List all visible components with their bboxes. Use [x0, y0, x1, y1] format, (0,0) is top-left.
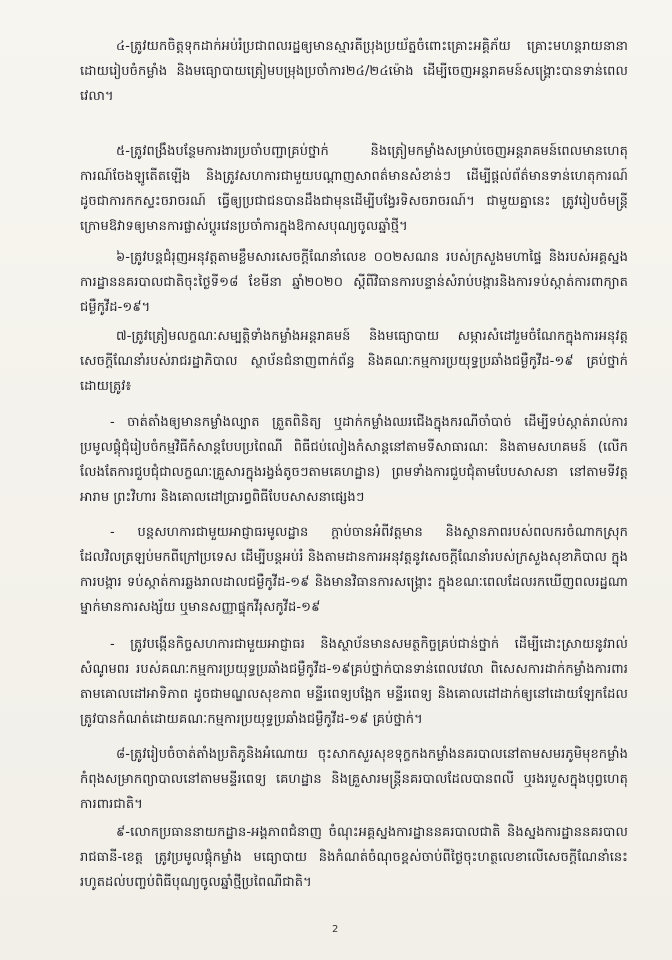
paragraph-8: ៨-ត្រូវរៀបចំចាត់តាំងប្រតិភូនិងអំណោយ ចុះសាកសួរសុខទុក្ខកងកម្លាំងនគរបាលនៅតាមសមរភូមិមុខកម្លាំងកំពុងសម្រាកព្យាបាលនៅតាមមន្ទីរពេទ្យ គេហដ្ឋាន និងគ្រួសារមន្ត្រីនគរបាលដែលបានពលី ឬរងរបួសក្នុងបុព្វហេតុការពារជាតិ។ — [80, 747, 628, 812]
bullet-item-3: - ត្រូវបង្កើនកិច្ចសហការជាមួយអាជ្ញាធរ និងស្ថាប័នមានសមត្ថកិច្ចគ្រប់ជាន់ថ្នាក់ ដើម្បីដោះស្រាយនូវរាល់សំណូមពរ របស់គណៈកម្មការប្រយុទ្ធប្រឆាំងជម្ងឺកូវីដ-១៩គ្រប់ថ្នាក់បានទាន់ពេលវេលា ពិសេសការដាក់កម្លាំងការពារតាមគោលដៅអាទិភាព ដូចជាមណ្ឌលសុខភាព មន្ទីរពេទ្យបង្អែក មន្ទីរពេទ្យ និងគោលដៅដាក់ឲ្យនៅដោយឡែកដែលត្រូវបានកំណត់ដោយគណៈកម្មការប្រយុទ្ធប្រឆាំងជម្ងឺកូវីដ-១៩ គ្រប់ថ្នាក់។ — [80, 637, 628, 727]
bullet-item-1: - ចាត់តាំងឲ្យមានកម្លាំងល្បាត ត្រួតពិនិត្យ ឬដាក់កម្លាំងឈរជើងក្នុងករណីចាំបាច់ ដើម្បីទប់ស្កាត់រាល់ការប្រមូលផ្តុំជុំរៀបចំកម្មវិធីកំសាន្តបែបប្រពៃណី ពិធីជប់លៀងកំសាន្តនៅតាមទីសាធារណៈ និងតាមសហគមន៍ (លើកលែងតែការជួបជុំជាលក្ខណៈគ្រួសារក្នុងរង្វង់តូចៗតាមគេហដ្ឋាន) ព្រមទាំងការជួបជុំតាមបែបសាសនា នៅតាមទីវត្តអារាម ព្រះវិហារ និងគោលដៅប្រារព្ធពិធីបែបសាសនាផ្សេងៗ — [80, 415, 628, 505]
bullet-item-2: - បន្តសហការជាមួយអាជ្ញាធរមូលដ្ឋាន ក្តាប់ចានអំពីវត្តមាន និងស្ថានភាពរបស់ពលករចំណាកស្រុកដែលវិលត្រឡប់មកពីក្រៅប្រទេស ដើម្បីបន្តអប់រំ និងតាមដានការអនុវត្តនូវសេចក្តីណែនាំរបស់ក្រសួងសុខាភិបាល ក្នុងការបង្ការ ទប់ស្កាត់ការឆ្លងរាលដាលជម្ងឺកូវីដ-១៩ និងមានវិធានការសង្គ្រោះ ក្នុងខណៈពេលដែលរកឃើញពលរដ្ឋណាម្នាក់មានការសង្ស័យ ឬមានសញ្ញាផ្ទុកវីរុសកូវីដ-១៩ — [80, 525, 628, 615]
paragraph-4: ៤-ត្រូវយកចិត្តទុកដាក់អប់រំប្រជាពលរដ្ឋឲ្យមានស្មារតីប្រុងប្រយ័ត្នចំពោះគ្រោះអគ្គិភ័យ គ្រោះមហន្តរាយនានា ដោយរៀបចំកម្លាំង និងមធ្យោបាយត្រៀមបម្រុងប្រចាំការ២៤/២៤ម៉ោង ដើម្បីចេញអន្តរាគមន៍សង្គ្រោះបានទាន់ពេលវេលា។ — [80, 39, 628, 104]
page-number: 2 — [332, 924, 339, 935]
paragraph-5: ៥-ត្រូវពង្រឹងបន្ថែមការងារប្រចាំបញ្ជាគ្រប់ថ្នាក់ និងត្រៀមកម្លាំងសម្រាប់ចេញអន្តរាគមន៍ពេលមានហេតុការណ៍ចែងឡូតើតឡើង និងត្រូវសហការជាមួយបណ្តាញសាពត៌មានសំខាន់ៗ ដើម្បីផ្តល់ព័ត៌មានទាន់ហេតុការណ៍ ដូចជាការកកស្ទះចរាចរណ៍ ធ្វើឲ្យប្រជាជនបានដឹងជាមុនដើម្បីបង្វែរទិសចរាចរណ៍។ ជាមួយគ្នានេះ ត្រូវរៀបចំមន្ត្រីក្រោមឱវាទឲ្យមានការផ្លាស់ប្តូរវេនប្រចាំការក្នុងឱកាសបុណ្យចូលឆ្នាំថ្មី។ — [80, 144, 628, 234]
paragraph-6: ៦-ត្រូវបន្តជំរុញអនុវត្តតាមខ្លឹមសារសេចក្តីណែនាំលេខ ០០២សណន របស់ក្រសួងមហាផ្ទៃ និងរបស់អគ្គស្នងការដ្ឋាននគរបាលជាតិចុះថ្ងៃទី១៨ ខែមីនា ឆ្នាំ២០២០ ស្តីពីវិធានការបន្ទាន់សំរាប់បង្ការនិងការទប់ស្កាត់ការពាក្យាតជម្ងឺកូវីដ-១៩។ — [80, 250, 628, 315]
paragraph-9: ៩-លោកប្រធាននាយកដ្ឋាន-អង្គភាពជំនាញ ចំណុះអគ្គស្នងការដ្ឋាននគរបាលជាតិ និងស្នងការដ្ឋាននគរបាលរាជធានី-ខេត្ត ត្រូវប្រមូលផ្តុំកម្លាំង មធ្យោបាយ និងកំណត់ចំណុចខ្ពស់ចាប់ពីថ្ងៃចុះហត្ថលេខាលើសេចក្តីណែនាំនេះ រហូតដល់បញ្ចប់ពិធីបុណ្យចូលឆ្នាំថ្មីប្រពៃណីជាតិ។ — [80, 825, 628, 890]
paragraph-7: ៧-ត្រូវត្រៀមលក្ខណៈសម្បត្តិទាំងកម្លាំងអន្តរាគមន៍ និងមធ្យោបាយ សម្ភារសំដៅរួមចំណែកក្នុងការអនុវត្តសេចក្តីណែនាំរបស់រាជរដ្ឋាភិបាល ស្ថាប័នជំនាញពាក់ព័ន្ធ និងគណៈកម្មការប្រយុទ្ធប្រឆាំងជម្ងឺកូវីដ-១៩ គ្រប់ថ្នាក់ ដោយត្រូវ៖ — [80, 329, 628, 394]
